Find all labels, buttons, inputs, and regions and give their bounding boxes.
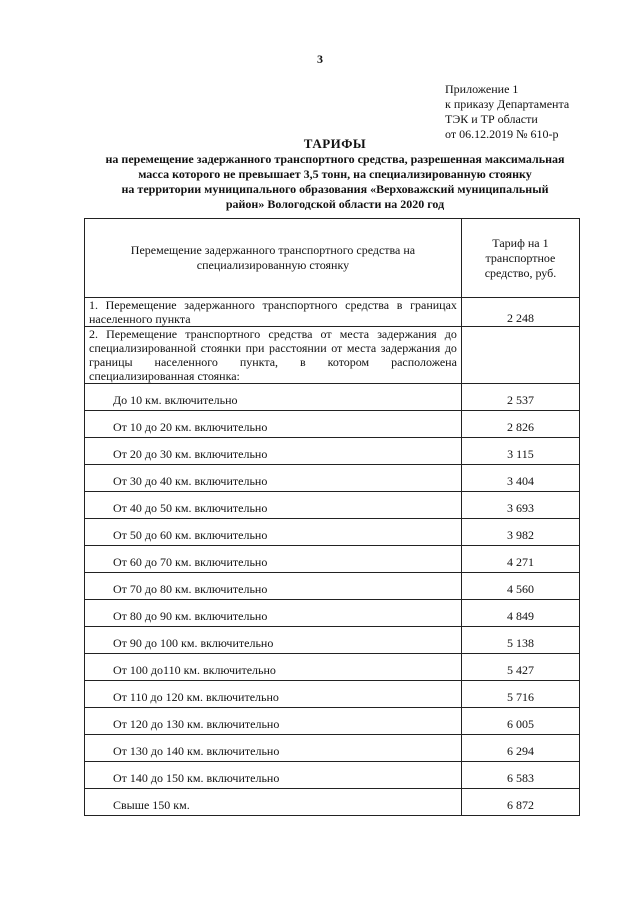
distance-range: От 100 до110 км. включительно [85,654,462,681]
document-title [60,136,610,212]
distance-range: Свыше 150 км. [85,789,462,816]
title-line: масса которого не превышает 3,5 тонн, на специализированную стоянку [138,167,532,181]
row-tariff: 2 248 [461,298,579,327]
appendix-line: от 06.12.2019 № 610-р [445,127,559,141]
table-row [85,789,580,816]
table-row [85,708,580,735]
tariff-table [84,218,580,816]
title-line: на территории муниципального образования «Верховажский муниципальный [121,182,549,196]
header-tariff: Тариф на 1 транспортное средство, руб. [461,219,579,298]
tariff-value: 5 138 [461,627,579,654]
row-description: 1. Перемещение задержанного транспортного средства в границах населенного пункта [85,298,462,327]
tariff-value: 3 982 [461,519,579,546]
title-main: ТАРИФЫ [303,136,367,151]
row-tariff-empty [461,327,579,384]
table-row [85,573,580,600]
tariff-value: 2 826 [461,411,579,438]
distance-range: От 140 до 150 км. включительно [85,762,462,789]
tariff-value: 4 560 [461,573,579,600]
tariff-value: 3 404 [461,465,579,492]
table-row [85,762,580,789]
appendix-line: Приложение 1 [445,82,519,96]
distance-range: От 10 до 20 км. включительно [85,411,462,438]
table-row [85,492,580,519]
tariff-value: 6 294 [461,735,579,762]
title-line: район» Вологодской области на 2020 год [225,197,445,211]
distance-range: От 70 до 80 км. включительно [85,573,462,600]
table-row [85,546,580,573]
table-header-row [85,219,580,298]
table-row [85,681,580,708]
page-number: 3 [317,52,323,66]
distance-range: От 120 до 130 км. включительно [85,708,462,735]
distance-range: До 10 км. включительно [85,384,462,411]
tariff-value: 6 583 [461,762,579,789]
header-description: Перемещение задержанного транспортного средства на специализированную стоянку [85,219,462,298]
row-description: 2. Перемещение транспортного средства от места задержания до специализированной стоянки при расстоянии от места задержания до границы населенного пункта, в котором расположена специализированная стоянка: [85,327,462,384]
tariff-value: 5 716 [461,681,579,708]
tariff-value: 4 271 [461,546,579,573]
table-row [85,465,580,492]
distance-range: От 130 до 140 км. включительно [85,735,462,762]
distance-range: От 80 до 90 км. включительно [85,600,462,627]
distance-range: От 30 до 40 км. включительно [85,465,462,492]
tariff-value: 6 872 [461,789,579,816]
table-row [85,298,580,327]
tariff-value: 2 537 [461,384,579,411]
tariff-value: 3 115 [461,438,579,465]
appendix-line: к приказу Департамента [445,97,570,111]
tariff-value: 4 849 [461,600,579,627]
distance-range: От 40 до 50 км. включительно [85,492,462,519]
appendix-line: ТЭК и ТР области [445,112,538,126]
table-row [85,411,580,438]
appendix-note [445,82,569,142]
distance-range: От 20 до 30 км. включительно [85,438,462,465]
table-row [85,735,580,762]
tariff-value: 3 693 [461,492,579,519]
table-row [85,438,580,465]
table-row [85,384,580,411]
tariff-value: 6 005 [461,708,579,735]
tariff-value: 5 427 [461,654,579,681]
distance-range: От 110 до 120 км. включительно [85,681,462,708]
distance-range: От 60 до 70 км. включительно [85,546,462,573]
distance-range: От 90 до 100 км. включительно [85,627,462,654]
table-row [85,327,580,384]
distance-range: От 50 до 60 км. включительно [85,519,462,546]
table-row [85,654,580,681]
table-row [85,627,580,654]
title-line: на перемещение задержанного транспортного средства, разрешенная максимальная [105,152,565,166]
table-row [85,519,580,546]
table-row [85,600,580,627]
